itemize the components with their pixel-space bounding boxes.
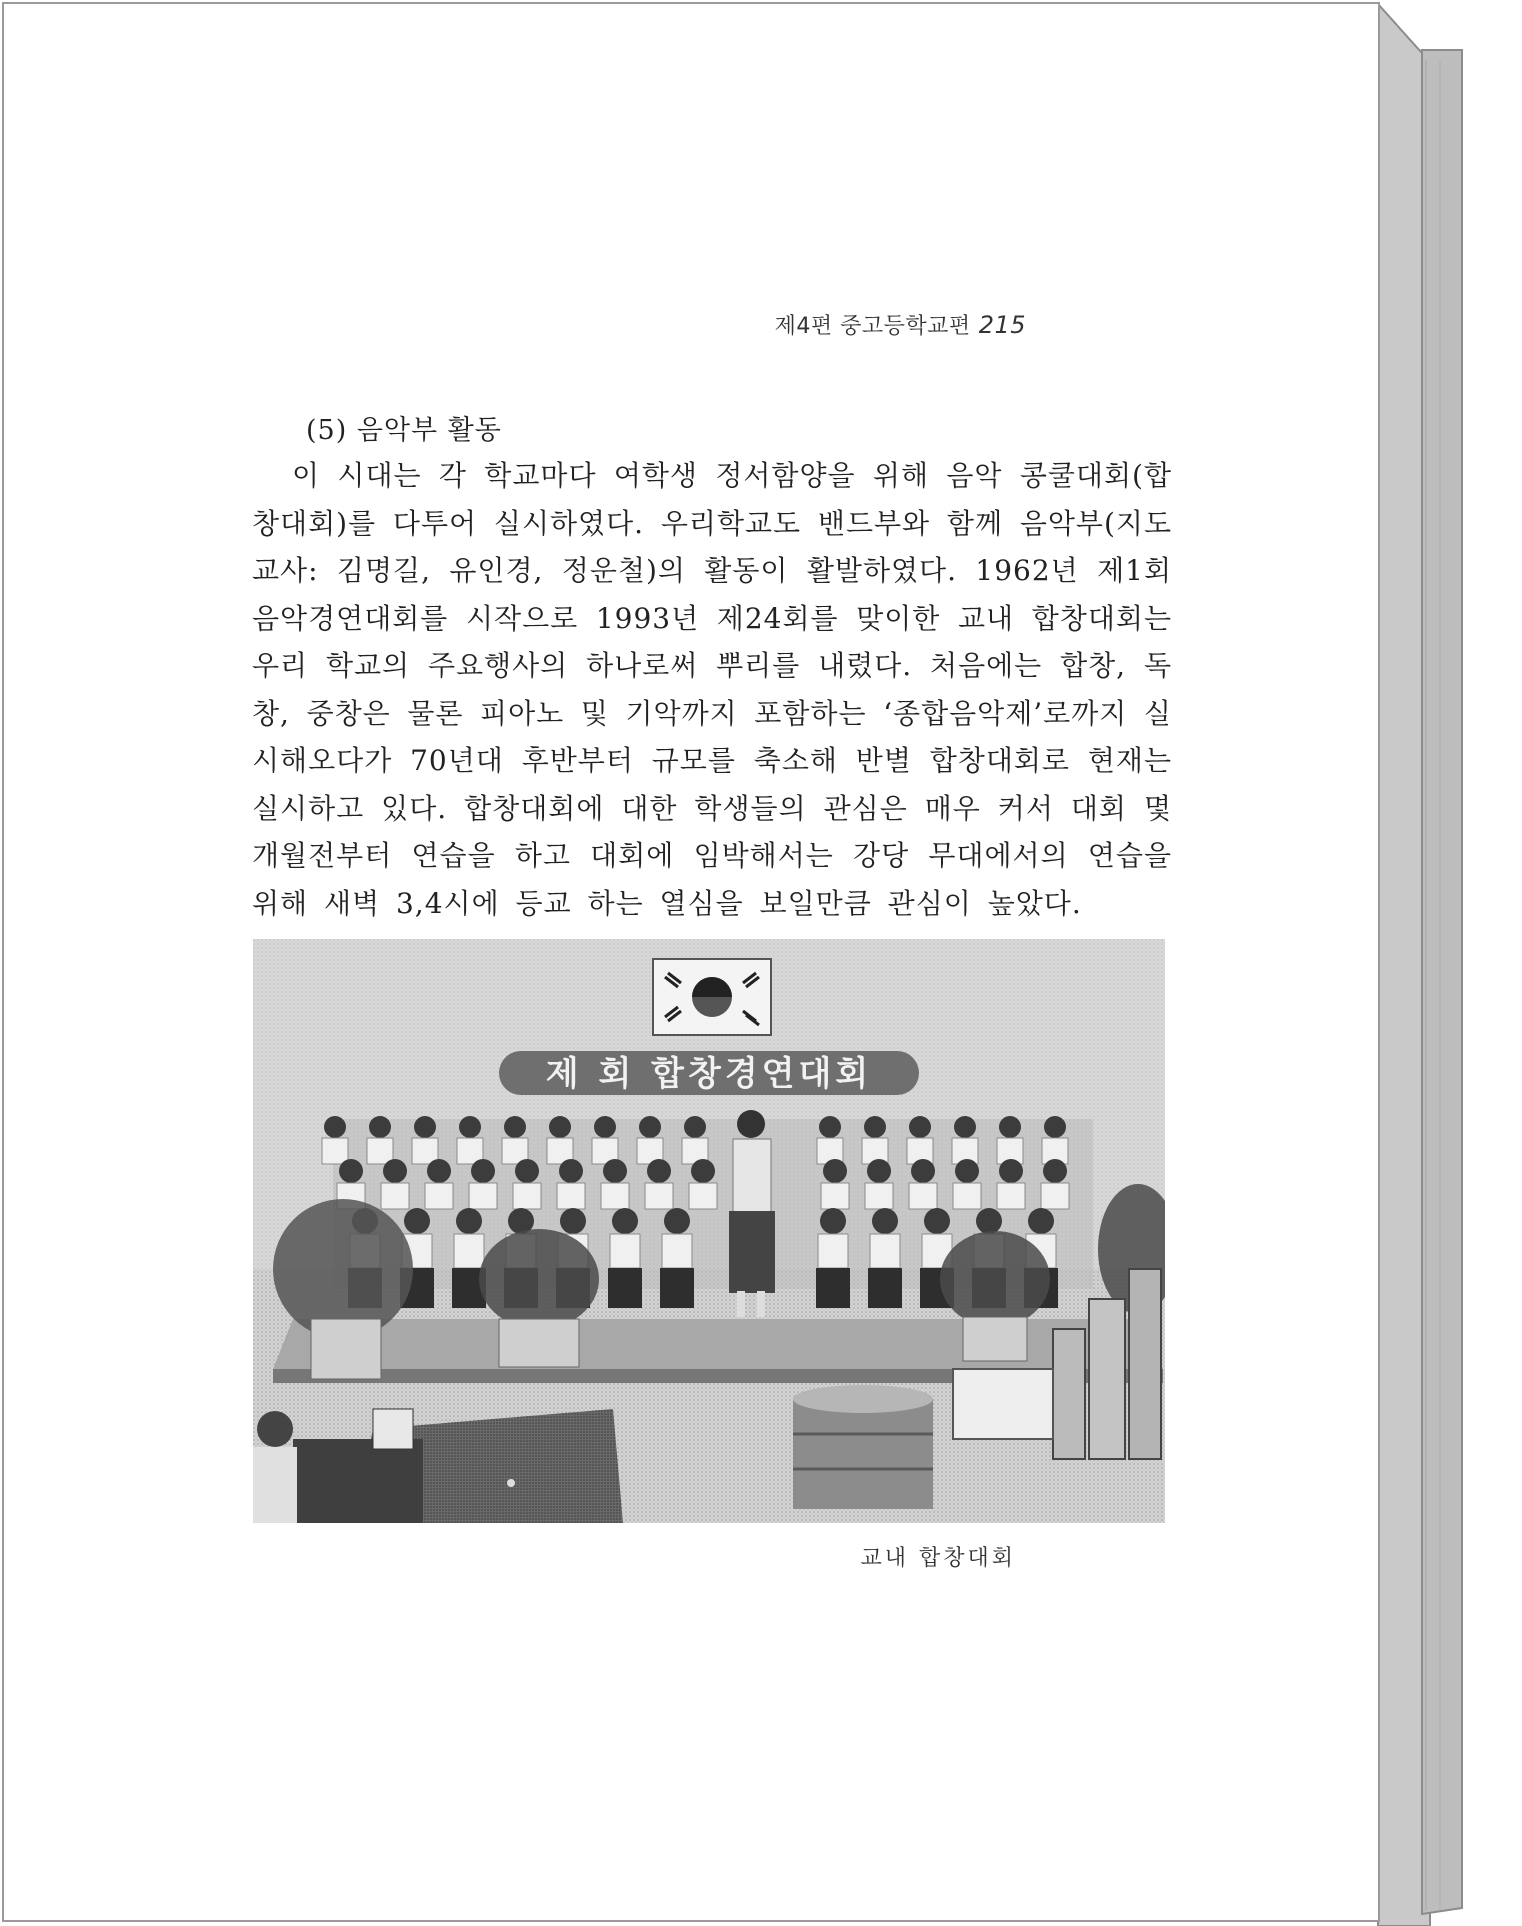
- choir-member-head: [639, 1116, 661, 1138]
- choir-member-head: [867, 1159, 891, 1183]
- choir-member-blouse: [821, 1183, 849, 1209]
- choir-member-blouse: [322, 1138, 348, 1164]
- choir-member-head: [504, 1116, 526, 1138]
- choir-member-head: [339, 1159, 363, 1183]
- pianist: [253, 1411, 297, 1523]
- choir-member-head: [594, 1116, 616, 1138]
- lectern: [793, 1385, 933, 1509]
- choir-member-head: [924, 1208, 950, 1234]
- choir-member-skirt: [660, 1268, 694, 1308]
- book-page: [2, 2, 1380, 1922]
- choir-member-blouse: [1041, 1183, 1069, 1209]
- choir-member-head: [559, 1159, 583, 1183]
- choir-photo-illustration: [253, 939, 1165, 1523]
- choir-member-blouse: [367, 1138, 393, 1164]
- choir-member-head: [459, 1116, 481, 1138]
- section-heading: (5) 음악부 활동: [306, 415, 502, 446]
- choir-member-head: [383, 1159, 407, 1183]
- choir-member-head: [954, 1116, 976, 1138]
- choir-member-head: [1028, 1208, 1054, 1234]
- choir-member-head: [427, 1159, 451, 1183]
- conductor: [729, 1110, 775, 1317]
- choir-member-blouse: [870, 1234, 900, 1268]
- choir-member-skirt: [868, 1268, 902, 1308]
- choir-member-head: [955, 1159, 979, 1183]
- choir-member-skirt: [816, 1268, 850, 1308]
- choir-member-blouse: [662, 1234, 692, 1268]
- choir-member-blouse: [645, 1183, 673, 1209]
- choir-member-blouse: [997, 1183, 1025, 1209]
- choir-member-blouse: [689, 1183, 717, 1209]
- choir-member-blouse: [557, 1183, 585, 1209]
- choir-member-blouse: [601, 1183, 629, 1209]
- choir-member-blouse: [425, 1183, 453, 1209]
- choir-member-head: [819, 1116, 841, 1138]
- choir-member-head: [909, 1116, 931, 1138]
- running-header: [775, 309, 1026, 340]
- choir-member-head: [549, 1116, 571, 1138]
- choir-member-blouse: [513, 1183, 541, 1209]
- choir-member-head: [664, 1208, 690, 1234]
- choir-member-blouse: [909, 1183, 937, 1209]
- choir-member-head: [456, 1208, 482, 1234]
- choir-member-head: [647, 1159, 671, 1183]
- choir-member-head: [999, 1159, 1023, 1183]
- running-title: 제4편 중고등학교편: [774, 314, 971, 339]
- contest-banner: [499, 1051, 919, 1095]
- choir-member-head: [369, 1116, 391, 1138]
- choir-member-head: [515, 1159, 539, 1183]
- choir-member-head: [471, 1159, 495, 1183]
- choir-member-head: [1044, 1116, 1066, 1138]
- choir-member-head: [560, 1208, 586, 1234]
- choir-member-head: [603, 1159, 627, 1183]
- page-number: 215: [978, 311, 1026, 339]
- choir-member-head: [404, 1208, 430, 1234]
- choir-member-head: [999, 1116, 1021, 1138]
- choir-member-head: [612, 1208, 638, 1234]
- photo-caption: 교내 합창대회: [860, 1546, 1016, 1571]
- choir-member-head: [324, 1116, 346, 1138]
- choir-member-blouse: [865, 1183, 893, 1209]
- choir-member-head: [820, 1208, 846, 1234]
- choir-member-head: [976, 1208, 1002, 1234]
- choir-member-head: [414, 1116, 436, 1138]
- choir-member-head: [691, 1159, 715, 1183]
- choir-member-blouse: [610, 1234, 640, 1268]
- choir-member-head: [684, 1116, 706, 1138]
- choir-member-head: [823, 1159, 847, 1183]
- choir-member-skirt: [608, 1268, 642, 1308]
- choir-photo: [253, 939, 1165, 1523]
- choir-member-head: [1043, 1159, 1067, 1183]
- choir-member-blouse: [469, 1183, 497, 1209]
- banner-text: 제 회 합창경연대회: [545, 1054, 873, 1094]
- body-paragraph: 이 시대는 각 학교마다 여학생 정서함양을 위해 음악 콩쿨대회(합창대회)를 다투어 실시하였다. 우리학교도 밴드부와 함께 음악부(지도교사: 김명길, 유인경, 정운철)의 활동이 활발하였다. 1962년 제1회 음악경연대회를 시작으로 1993년 제24회를 맞이한 교내 합창대회는 우리 학교의 주요행사의 하나로써 뿌리를 내렸다. 처음에는 합창, 독창, 중창은 물론 피아노 및 기악까지 포함하는 ‘종합음악제’로까지 실시해오다가 70년대 후반부터 규모를 축소해 반별 합창대회로 현재는 실시하고 있다. 합창대회에 대한 학생들의 관심은 매우 커서 대회 몇개월전부터 연습을 하고 대회에 임박해서는 강당 무대에서의 연습을 위해 새벽 3,4시에 등교 하는 열심을 보일만큼 관심이 높았다.: [252, 459, 1172, 920]
- choir-member-blouse: [454, 1234, 484, 1268]
- flag-icon: [653, 959, 771, 1035]
- choir-member-head: [872, 1208, 898, 1234]
- choir-member-blouse: [381, 1183, 409, 1209]
- choir-member-blouse: [953, 1183, 981, 1209]
- choir-member-head: [911, 1159, 935, 1183]
- choir-member-blouse: [818, 1234, 848, 1268]
- choir-member-head: [864, 1116, 886, 1138]
